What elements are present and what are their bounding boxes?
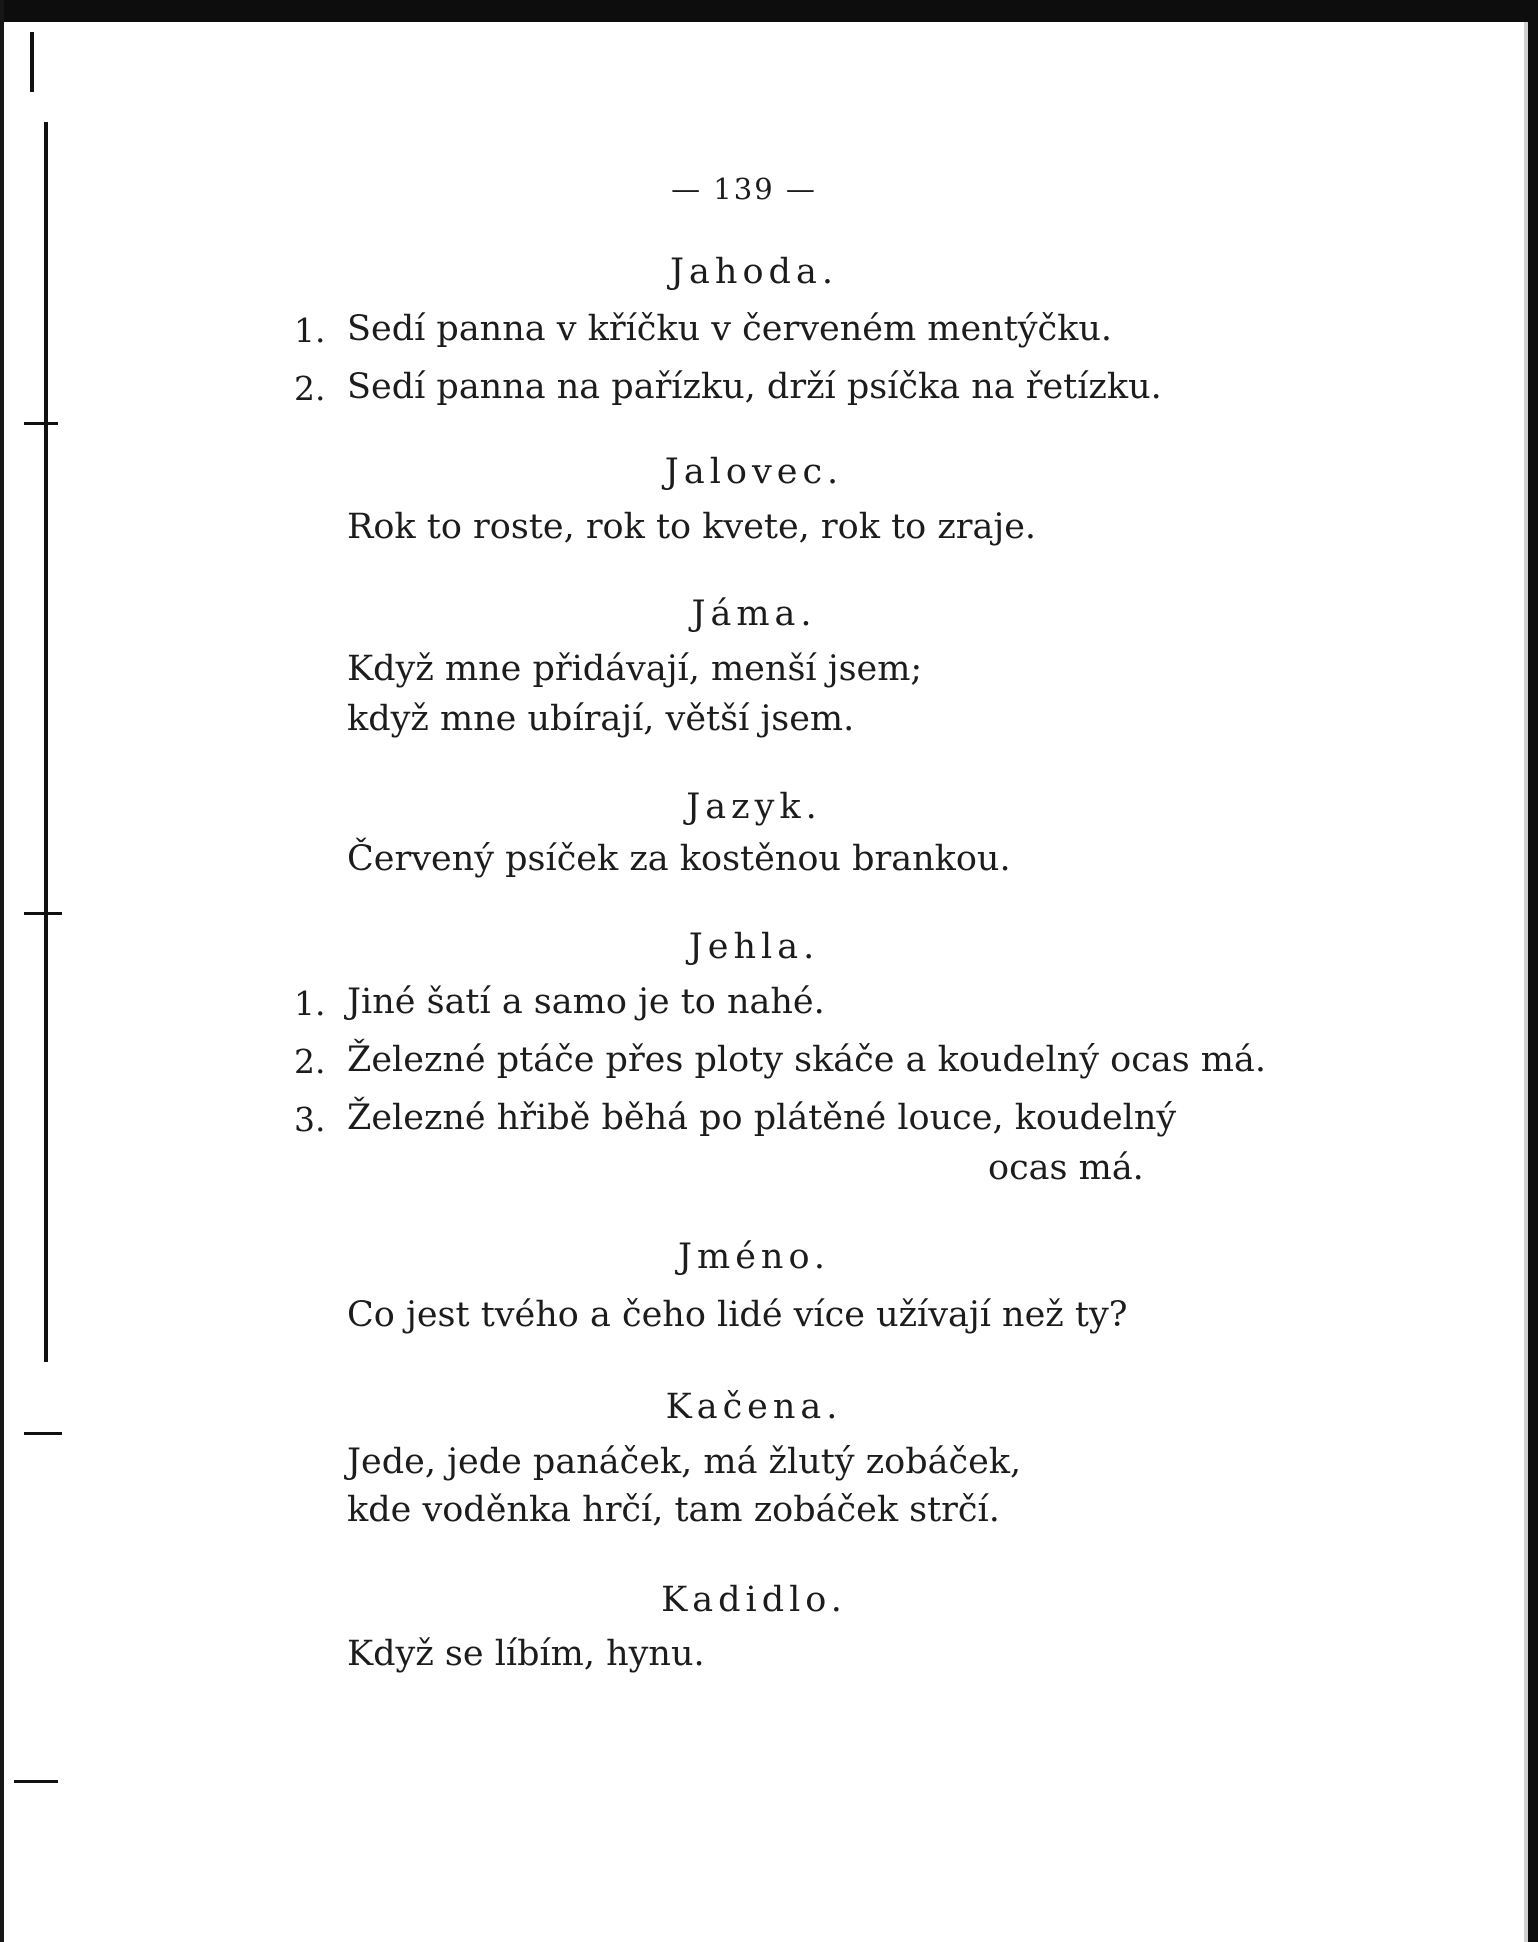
binding-tick: [14, 1780, 58, 1783]
entry-title: Kadidlo.: [661, 1580, 847, 1620]
entry-line: Jede, jede panáček, má žlutý zobáček,: [347, 1442, 1022, 1482]
entry-line: Sedí panna v kříčku v červeném mentýčku.: [347, 309, 1113, 349]
entry-title: Jalovec.: [664, 452, 844, 492]
entry-line: Jiné šatí a samo je to nahé.: [347, 982, 825, 1022]
entry-line: Sedí panna na pařízku, drží psíčka na řetízku.: [347, 367, 1162, 407]
entry-title: Jehla.: [688, 927, 820, 967]
line-number: 2.: [294, 369, 326, 408]
entry-line: Železné ptáče přes ploty skáče a koudelný ocas má.: [347, 1040, 1266, 1080]
line-number: 1.: [294, 311, 326, 350]
page-number: — 139 —: [671, 172, 817, 206]
binding-tick: [24, 1432, 62, 1435]
entry-line: když mne ubírají, větší jsem.: [347, 699, 855, 739]
entry-line: kde voděnka hrčí, tam zobáček strčí.: [347, 1490, 1000, 1530]
entry-title: Jahoda.: [670, 252, 838, 292]
entry-line-continuation: ocas má.: [988, 1148, 1144, 1188]
book-page: [4, 22, 1528, 1942]
entry-line: Rok to roste, rok to kvete, rok to zraje.: [347, 507, 1037, 547]
entry-line: Červený psíček za kostěnou brankou.: [347, 839, 1011, 879]
binding-tick: [24, 912, 62, 915]
line-number: 2.: [294, 1042, 326, 1081]
line-number: 3.: [294, 1100, 326, 1139]
entry-line: Co jest tvého a čeho lidé více užívají než ty?: [347, 1295, 1128, 1335]
entry-title: Jméno.: [677, 1237, 831, 1277]
binding-mark: [30, 32, 34, 92]
entry-title: Jazyk.: [686, 787, 822, 827]
entry-line: Když se líbím, hynu.: [347, 1634, 705, 1674]
entry-line: Železné hřibě běhá po plátěné louce, koudelný: [347, 1098, 1177, 1138]
entry-title: Kačena.: [665, 1387, 843, 1427]
binding-mark: [44, 122, 48, 1362]
binding-tick: [24, 422, 58, 425]
scan-border-top: [0, 0, 1538, 22]
entry-line: Když mne přidávají, menší jsem;: [347, 649, 923, 689]
entry-title: Jáma.: [691, 594, 817, 634]
line-number: 1.: [294, 984, 326, 1023]
